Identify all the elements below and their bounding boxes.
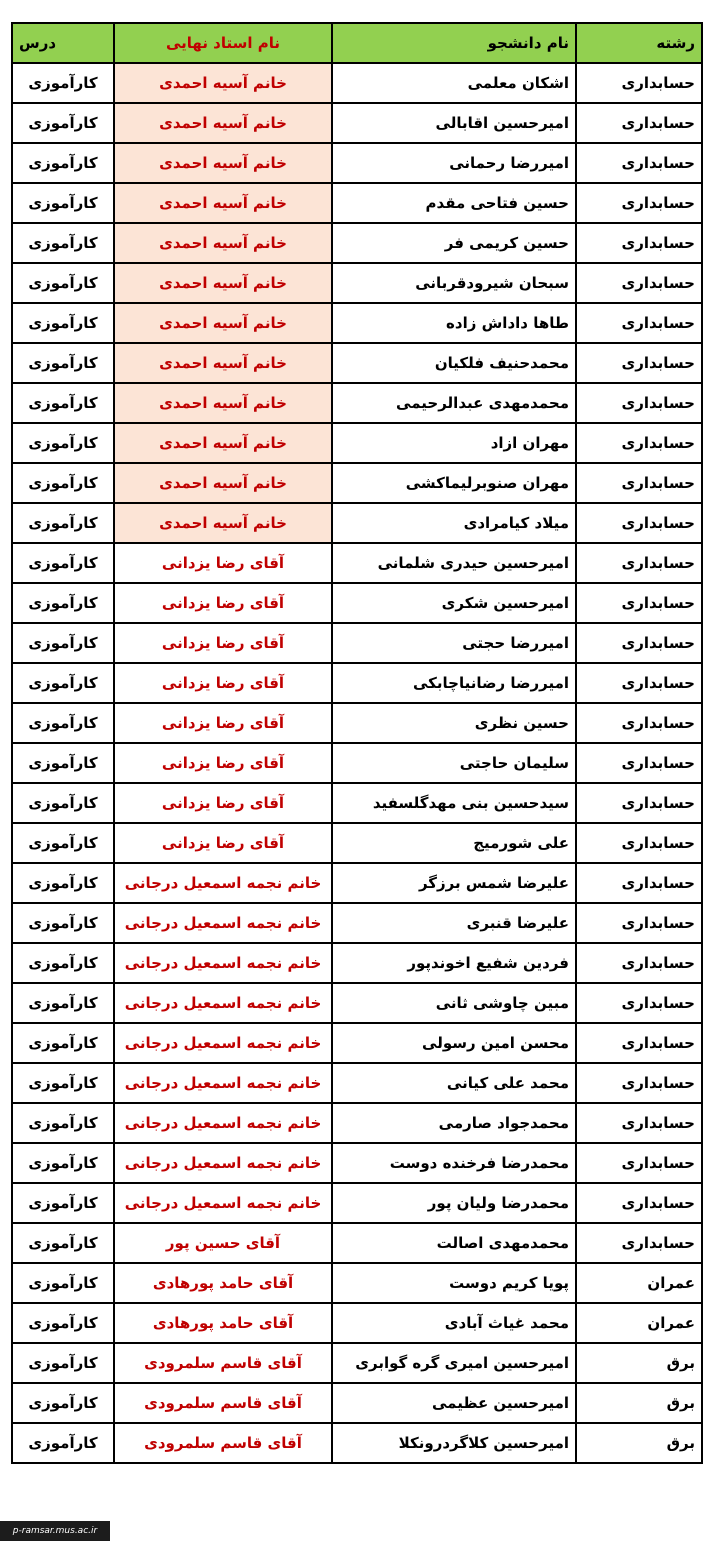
cell-major: حسابداری bbox=[576, 823, 702, 863]
table-row bbox=[12, 743, 702, 783]
cell-major: برق bbox=[576, 1383, 702, 1423]
table-row bbox=[12, 943, 702, 983]
cell-student: امیررضا حجتی bbox=[332, 623, 576, 663]
cell-teacher: آقای رضا یزدانی bbox=[114, 743, 332, 783]
cell-teacher: خانم آسیه احمدی bbox=[114, 383, 332, 423]
table-row bbox=[12, 183, 702, 223]
cell-student: محمدرضا فرخنده دوست bbox=[332, 1143, 576, 1183]
cell-major: حسابداری bbox=[576, 463, 702, 503]
cell-major: حسابداری bbox=[576, 703, 702, 743]
header-major: رشته bbox=[576, 23, 702, 63]
cell-course: کارآموزی bbox=[12, 943, 114, 983]
cell-course: کارآموزی bbox=[12, 1223, 114, 1263]
table-row bbox=[12, 1343, 702, 1383]
cell-student: اشکان معلمی bbox=[332, 63, 576, 103]
cell-student: امیرحسین اقابالی bbox=[332, 103, 576, 143]
cell-major: حسابداری bbox=[576, 223, 702, 263]
cell-course: کارآموزی bbox=[12, 1423, 114, 1463]
cell-course: کارآموزی bbox=[12, 463, 114, 503]
cell-course: کارآموزی bbox=[12, 703, 114, 743]
cell-student: مبین چاوشی ثانی bbox=[332, 983, 576, 1023]
cell-major: حسابداری bbox=[576, 103, 702, 143]
cell-major: حسابداری bbox=[576, 1223, 702, 1263]
cell-major: حسابداری bbox=[576, 143, 702, 183]
cell-student: علیرضا شمس برزگر bbox=[332, 863, 576, 903]
cell-student: امیررضا رحمانی bbox=[332, 143, 576, 183]
cell-student: امیرحسین امیری گره گوابری bbox=[332, 1343, 576, 1383]
cell-student: امیررضا رضانیاچابکی bbox=[332, 663, 576, 703]
cell-student: مهران ازاد bbox=[332, 423, 576, 463]
cell-major: حسابداری bbox=[576, 383, 702, 423]
cell-course: کارآموزی bbox=[12, 783, 114, 823]
cell-student: محمدمهدی عبدالرحیمی bbox=[332, 383, 576, 423]
cell-major: حسابداری bbox=[576, 583, 702, 623]
cell-major: حسابداری bbox=[576, 263, 702, 303]
cell-teacher: خانم نجمه اسمعیل درجانی bbox=[114, 1103, 332, 1143]
cell-course: کارآموزی bbox=[12, 383, 114, 423]
cell-course: کارآموزی bbox=[12, 303, 114, 343]
table-row bbox=[12, 1263, 702, 1303]
table-row bbox=[12, 1063, 702, 1103]
cell-student: محمدمهدی اصالت bbox=[332, 1223, 576, 1263]
table-row bbox=[12, 583, 702, 623]
table-row bbox=[12, 103, 702, 143]
cell-teacher: خانم آسیه احمدی bbox=[114, 303, 332, 343]
cell-student: طاها داداش زاده bbox=[332, 303, 576, 343]
header-student: نام دانشجو bbox=[332, 23, 576, 63]
table-row bbox=[12, 623, 702, 663]
cell-course: کارآموزی bbox=[12, 823, 114, 863]
cell-major: حسابداری bbox=[576, 1063, 702, 1103]
table-row bbox=[12, 1223, 702, 1263]
table-row bbox=[12, 343, 702, 383]
cell-student: امیرحسین شکری bbox=[332, 583, 576, 623]
cell-course: کارآموزی bbox=[12, 983, 114, 1023]
cell-teacher: خانم آسیه احمدی bbox=[114, 103, 332, 143]
cell-major: حسابداری bbox=[576, 1023, 702, 1063]
cell-course: کارآموزی bbox=[12, 503, 114, 543]
site-watermark: p-ramsar.mus.ac.ir bbox=[0, 1521, 110, 1541]
table-row bbox=[12, 1383, 702, 1423]
cell-teacher: خانم نجمه اسمعیل درجانی bbox=[114, 863, 332, 903]
cell-teacher: خانم نجمه اسمعیل درجانی bbox=[114, 1143, 332, 1183]
cell-course: کارآموزی bbox=[12, 223, 114, 263]
table-row bbox=[12, 63, 702, 103]
cell-major: حسابداری bbox=[576, 983, 702, 1023]
cell-student: پویا کریم دوست bbox=[332, 1263, 576, 1303]
header-course: درس bbox=[12, 23, 114, 63]
cell-teacher: آقای رضا یزدانی bbox=[114, 823, 332, 863]
cell-teacher: آقای رضا یزدانی bbox=[114, 663, 332, 703]
cell-course: کارآموزی bbox=[12, 1023, 114, 1063]
cell-course: کارآموزی bbox=[12, 583, 114, 623]
table-row bbox=[12, 983, 702, 1023]
cell-student: سبحان شیرودقربانی bbox=[332, 263, 576, 303]
cell-student: امیرحسین کلاگردرونکلا bbox=[332, 1423, 576, 1463]
cell-major: حسابداری bbox=[576, 1103, 702, 1143]
cell-major: حسابداری bbox=[576, 543, 702, 583]
cell-teacher: خانم آسیه احمدی bbox=[114, 343, 332, 383]
cell-student: سیدحسین بنی مهدگلسفید bbox=[332, 783, 576, 823]
table-body bbox=[12, 63, 702, 1463]
cell-student: علی شورمیج bbox=[332, 823, 576, 863]
cell-student: محمدجواد صارمی bbox=[332, 1103, 576, 1143]
cell-course: کارآموزی bbox=[12, 1303, 114, 1343]
cell-major: حسابداری bbox=[576, 303, 702, 343]
cell-course: کارآموزی bbox=[12, 1063, 114, 1103]
cell-student: محسن امین رسولی bbox=[332, 1023, 576, 1063]
cell-teacher: خانم آسیه احمدی bbox=[114, 223, 332, 263]
cell-major: برق bbox=[576, 1343, 702, 1383]
cell-course: کارآموزی bbox=[12, 343, 114, 383]
cell-course: کارآموزی bbox=[12, 183, 114, 223]
cell-teacher: آقای رضا یزدانی bbox=[114, 623, 332, 663]
cell-teacher: آقای حامد پورهادی bbox=[114, 1303, 332, 1343]
table-row bbox=[12, 703, 702, 743]
cell-teacher: خانم آسیه احمدی bbox=[114, 143, 332, 183]
cell-course: کارآموزی bbox=[12, 63, 114, 103]
cell-course: کارآموزی bbox=[12, 1103, 114, 1143]
table-row bbox=[12, 463, 702, 503]
cell-student: میلاد کیامرادی bbox=[332, 503, 576, 543]
cell-teacher: آقای حسین پور bbox=[114, 1223, 332, 1263]
cell-major: حسابداری bbox=[576, 183, 702, 223]
cell-teacher: خانم آسیه احمدی bbox=[114, 263, 332, 303]
cell-teacher: خانم نجمه اسمعیل درجانی bbox=[114, 983, 332, 1023]
cell-course: کارآموزی bbox=[12, 623, 114, 663]
cell-teacher: خانم آسیه احمدی bbox=[114, 463, 332, 503]
cell-major: عمران bbox=[576, 1303, 702, 1343]
cell-teacher: خانم نجمه اسمعیل درجانی bbox=[114, 903, 332, 943]
table-row bbox=[12, 863, 702, 903]
table-row bbox=[12, 663, 702, 703]
cell-course: کارآموزی bbox=[12, 663, 114, 703]
cell-course: کارآموزی bbox=[12, 543, 114, 583]
cell-major: حسابداری bbox=[576, 783, 702, 823]
cell-course: کارآموزی bbox=[12, 863, 114, 903]
cell-student: محمدحنیف فلکیان bbox=[332, 343, 576, 383]
cell-major: حسابداری bbox=[576, 63, 702, 103]
cell-student: محمد علی کیانی bbox=[332, 1063, 576, 1103]
table-row bbox=[12, 263, 702, 303]
cell-teacher: خانم آسیه احمدی bbox=[114, 63, 332, 103]
table-row bbox=[12, 1023, 702, 1063]
cell-major: حسابداری bbox=[576, 663, 702, 703]
table-row bbox=[12, 503, 702, 543]
cell-teacher: خانم آسیه احمدی bbox=[114, 183, 332, 223]
cell-student: فردین شفیع اخوندپور bbox=[332, 943, 576, 983]
cell-teacher: خانم آسیه احمدی bbox=[114, 423, 332, 463]
cell-teacher: خانم آسیه احمدی bbox=[114, 503, 332, 543]
cell-student: سلیمان حاجتی bbox=[332, 743, 576, 783]
cell-student: محمد غیاث آبادی bbox=[332, 1303, 576, 1343]
cell-major: حسابداری bbox=[576, 343, 702, 383]
table-row bbox=[12, 383, 702, 423]
table-row bbox=[12, 1183, 702, 1223]
students-table bbox=[11, 22, 703, 1464]
cell-student: امیرحسین عظیمی bbox=[332, 1383, 576, 1423]
cell-course: کارآموزی bbox=[12, 143, 114, 183]
table-row bbox=[12, 823, 702, 863]
cell-teacher: خانم نجمه اسمعیل درجانی bbox=[114, 1063, 332, 1103]
cell-major: حسابداری bbox=[576, 863, 702, 903]
cell-course: کارآموزی bbox=[12, 1383, 114, 1423]
cell-major: حسابداری bbox=[576, 1143, 702, 1183]
cell-teacher: آقای رضا یزدانی bbox=[114, 703, 332, 743]
cell-major: عمران bbox=[576, 1263, 702, 1303]
cell-teacher: آقای حامد پورهادی bbox=[114, 1263, 332, 1303]
cell-major: حسابداری bbox=[576, 503, 702, 543]
header-teacher: نام استاد نهایی bbox=[114, 23, 332, 63]
cell-major: حسابداری bbox=[576, 903, 702, 943]
cell-teacher: آقای قاسم سلمرودی bbox=[114, 1423, 332, 1463]
cell-major: برق bbox=[576, 1423, 702, 1463]
table-row bbox=[12, 423, 702, 463]
cell-student: علیرضا قنبری bbox=[332, 903, 576, 943]
table-row bbox=[12, 303, 702, 343]
cell-teacher: آقای رضا یزدانی bbox=[114, 783, 332, 823]
cell-course: کارآموزی bbox=[12, 1343, 114, 1383]
cell-major: حسابداری bbox=[576, 423, 702, 463]
table-row bbox=[12, 1143, 702, 1183]
cell-course: کارآموزی bbox=[12, 423, 114, 463]
cell-course: کارآموزی bbox=[12, 743, 114, 783]
cell-major: حسابداری bbox=[576, 1183, 702, 1223]
table-row bbox=[12, 143, 702, 183]
table-row bbox=[12, 1423, 702, 1463]
cell-teacher: خانم نجمه اسمعیل درجانی bbox=[114, 1023, 332, 1063]
cell-teacher: آقای قاسم سلمرودی bbox=[114, 1383, 332, 1423]
cell-student: محمدرضا ولیان پور bbox=[332, 1183, 576, 1223]
table-row bbox=[12, 903, 702, 943]
cell-course: کارآموزی bbox=[12, 1183, 114, 1223]
cell-course: کارآموزی bbox=[12, 903, 114, 943]
table-row bbox=[12, 1103, 702, 1143]
cell-course: کارآموزی bbox=[12, 1263, 114, 1303]
table-row bbox=[12, 223, 702, 263]
cell-major: حسابداری bbox=[576, 743, 702, 783]
cell-teacher: آقای قاسم سلمرودی bbox=[114, 1343, 332, 1383]
cell-teacher: آقای رضا یزدانی bbox=[114, 583, 332, 623]
cell-major: حسابداری bbox=[576, 623, 702, 663]
cell-course: کارآموزی bbox=[12, 1143, 114, 1183]
header-row bbox=[12, 23, 702, 63]
table-row bbox=[12, 543, 702, 583]
cell-student: حسین نظری bbox=[332, 703, 576, 743]
cell-teacher: خانم نجمه اسمعیل درجانی bbox=[114, 943, 332, 983]
cell-teacher: خانم نجمه اسمعیل درجانی bbox=[114, 1183, 332, 1223]
cell-student: حسین فتاحی مقدم bbox=[332, 183, 576, 223]
cell-teacher: آقای رضا یزدانی bbox=[114, 543, 332, 583]
cell-student: حسین کریمی فر bbox=[332, 223, 576, 263]
table-row bbox=[12, 783, 702, 823]
students-table-container bbox=[11, 22, 701, 1464]
cell-course: کارآموزی bbox=[12, 103, 114, 143]
cell-course: کارآموزی bbox=[12, 263, 114, 303]
cell-student: امیرحسین حیدری شلمانی bbox=[332, 543, 576, 583]
cell-major: حسابداری bbox=[576, 943, 702, 983]
cell-student: مهران صنوبرلیماکشی bbox=[332, 463, 576, 503]
table-row bbox=[12, 1303, 702, 1343]
